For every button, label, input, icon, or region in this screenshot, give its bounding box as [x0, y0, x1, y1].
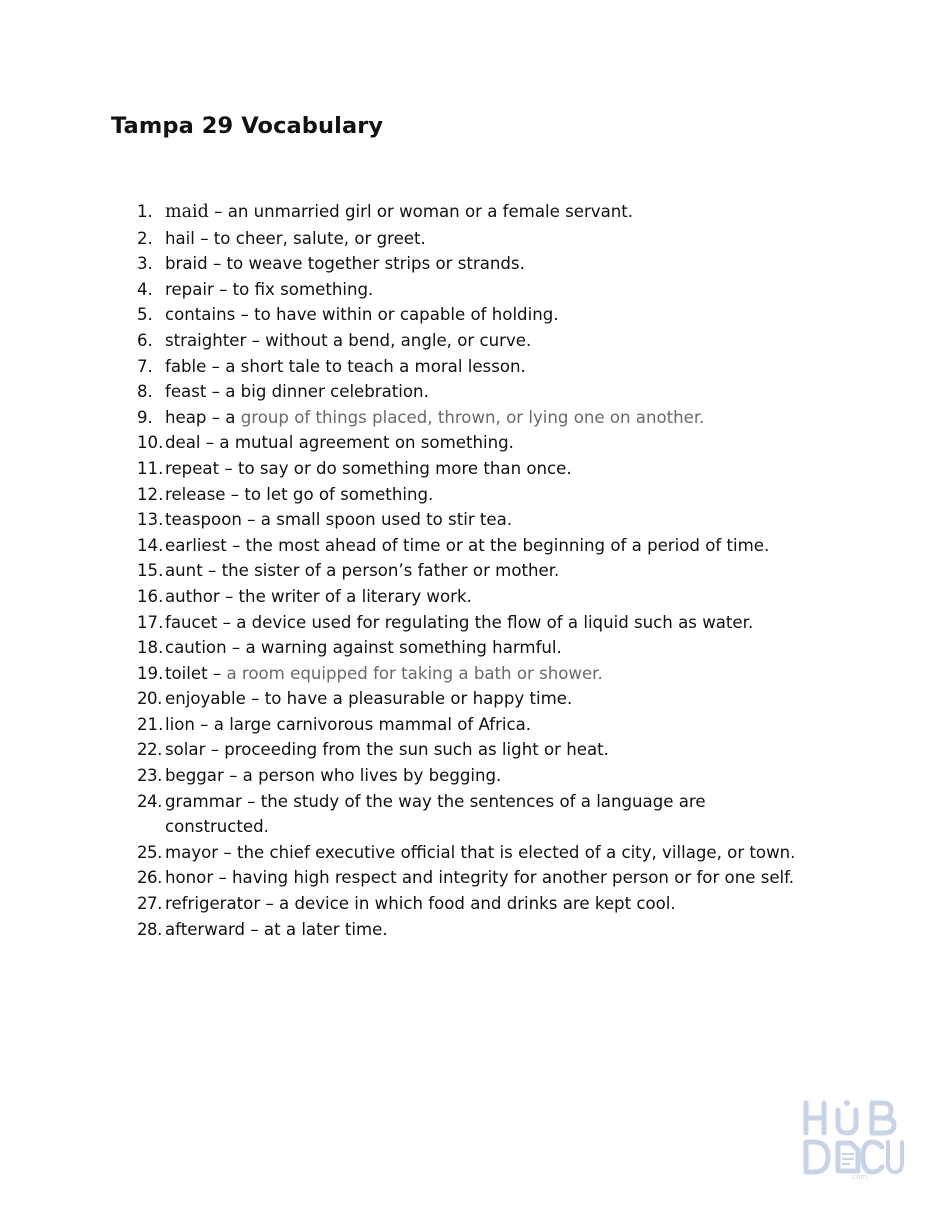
vocab-definition: a short tale to teach a moral lesson. [225, 356, 526, 376]
vocab-definition: to cheer, salute, or greet. [213, 228, 426, 248]
vocab-word: maid [165, 202, 209, 222]
vocab-definition: to fix something. [232, 279, 374, 299]
vocab-definition: the writer of a literary work. [238, 586, 472, 606]
vocab-item [137, 430, 837, 456]
logo-dot [844, 1100, 850, 1106]
dash: – [251, 689, 260, 709]
vocab-word: author [165, 586, 220, 606]
item-number: 23. [137, 766, 162, 786]
vocab-definition: a room equipped for taking a bath or shower. [226, 663, 603, 683]
vocab-definition: to let go of something. [244, 484, 434, 504]
dash: – [231, 638, 241, 658]
vocab-word: enjoyable [165, 689, 246, 709]
item-number: 9. [137, 407, 153, 427]
vocab-word: caution [165, 638, 227, 658]
vocab-definition: the study of the way the sentences of a language are constructed. [165, 791, 706, 837]
item-number: 26. [137, 868, 162, 888]
item-number: 11. [137, 458, 164, 478]
dash: – [205, 433, 215, 453]
vocab-word: grammar [165, 791, 242, 811]
vocab-item [137, 635, 837, 661]
vocab-definition: a large carnivorous mammal of Africa. [213, 714, 532, 734]
dash: – [250, 919, 259, 939]
vocab-definition: a device in which food and drinks are kept cool. [279, 894, 676, 914]
vocab-item [137, 891, 837, 917]
vocab-word: aunt [165, 561, 203, 581]
vocab-word: repeat [165, 458, 220, 478]
vocab-definition: an unmarried girl or woman or a female servant. [227, 202, 634, 221]
vocab-word: beggar [165, 766, 224, 786]
vocab-definition: to have a pleasurable or happy time. [264, 689, 573, 709]
dash: – [229, 766, 238, 786]
dash: – [224, 586, 234, 606]
vocab-item [137, 686, 837, 712]
item-number: 2. [137, 228, 153, 248]
vocab-item [137, 405, 837, 431]
dash: – [247, 791, 256, 811]
dash: – [200, 228, 209, 248]
dash: – [218, 868, 227, 888]
vocab-item [137, 865, 837, 891]
vocab-word: fable [165, 356, 207, 376]
dash: – [214, 202, 223, 221]
vocab-item [137, 533, 837, 559]
dash: – [222, 612, 231, 632]
vocab-word: honor [165, 868, 214, 888]
item-number: 19. [137, 663, 164, 683]
vocab-item [137, 199, 837, 226]
dash: – [247, 510, 256, 530]
vocab-word: straighter [165, 330, 247, 350]
definition-prefix: a [225, 407, 236, 427]
vocab-word: repair [165, 279, 214, 299]
dash: – [232, 535, 241, 555]
item-number: 22. [137, 740, 162, 760]
vocab-definition: to weave together strips or strands. [226, 254, 525, 274]
vocab-definition: the chief executive official that is elected of a city, village, or town. [237, 842, 796, 862]
item-number: 3. [137, 254, 153, 274]
vocab-item [137, 840, 837, 866]
vocab-definition: proceeding from the sun such as light or heat. [224, 740, 609, 760]
dash: – [200, 714, 209, 734]
item-number: 8. [137, 382, 153, 402]
item-number: 10. [137, 433, 164, 453]
vocab-word: teaspoon [165, 510, 242, 530]
watermark-suffix: .com [850, 1173, 868, 1180]
vocab-word: contains [165, 305, 236, 325]
vocab-item [137, 302, 837, 328]
vocab-item [137, 379, 837, 405]
dash: – [211, 382, 220, 402]
dash: – [265, 894, 274, 914]
dash: – [211, 356, 220, 376]
dash: – [224, 458, 233, 478]
vocab-item [137, 482, 837, 508]
item-number: 16. [137, 586, 164, 606]
item-number: 27. [137, 894, 162, 914]
vocab-word: heap [165, 407, 207, 427]
item-number: 12. [137, 484, 164, 504]
vocab-definition: to say or do something more than once. [237, 458, 572, 478]
item-number: 17. [137, 612, 164, 632]
vocab-item [137, 507, 837, 533]
vocab-word: braid [165, 254, 208, 274]
vocab-item [137, 712, 837, 738]
vocab-item [137, 277, 837, 303]
item-number: 28. [137, 919, 162, 939]
item-number: 21. [137, 714, 164, 734]
dash: – [210, 740, 219, 760]
dash: – [240, 305, 249, 325]
vocab-item [137, 789, 725, 840]
item-number: 7. [137, 356, 153, 376]
item-number: 15. [137, 561, 164, 581]
vocab-item [137, 226, 837, 252]
vocab-definition: to have within or capable of holding. [254, 305, 559, 325]
vocab-word: release [165, 484, 226, 504]
dash: – [208, 561, 217, 581]
dash: – [223, 842, 232, 862]
item-number: 4. [137, 279, 153, 299]
item-number: 13. [137, 510, 164, 530]
item-number: 6. [137, 330, 153, 350]
vocab-item [137, 661, 837, 687]
vocab-definition: at a later time. [263, 919, 388, 939]
vocab-item [137, 763, 837, 789]
vocab-word: afterward [165, 919, 246, 939]
vocab-definition: without a bend, angle, or curve. [265, 330, 532, 350]
vocab-word: hail [165, 228, 195, 248]
vocab-item [137, 558, 837, 584]
vocab-definition: the sister of a person’s father or mother. [221, 561, 560, 581]
item-number: 20. [137, 689, 162, 709]
dash: – [211, 407, 221, 427]
vocab-item [137, 456, 837, 482]
vocabulary-list [137, 199, 837, 942]
vocab-definition: a mutual agreement on something. [219, 433, 514, 453]
vocab-definition: a person who lives by begging. [242, 766, 502, 786]
vocab-word: mayor [165, 842, 219, 862]
item-number: 18. [137, 638, 164, 658]
vocab-item [137, 610, 837, 636]
item-number: 5. [137, 305, 153, 325]
vocab-item [137, 328, 837, 354]
vocab-definition: a warning against something harmful. [245, 638, 562, 658]
vocab-item [137, 251, 837, 277]
vocab-word: lion [165, 714, 195, 734]
vocab-definition: the most ahead of time or at the beginning of a period of time. [245, 535, 770, 555]
vocab-definition: having high respect and integrity for another person or for one self. [232, 868, 795, 888]
hubdocu-watermark-logo [800, 1098, 904, 1180]
item-number: 1. [137, 202, 153, 221]
page-title: Tampa 29 Vocabulary [111, 113, 384, 139]
dash: – [219, 279, 228, 299]
dash: – [212, 663, 222, 683]
item-number: 24. [137, 791, 162, 811]
vocab-item [137, 737, 837, 763]
vocab-definition: group of things placed, thrown, or lying one on another. [240, 407, 705, 427]
vocab-word: feast [165, 382, 207, 402]
vocab-item [137, 584, 837, 610]
dash: – [251, 330, 260, 350]
vocab-definition: a big dinner celebration. [225, 382, 429, 402]
vocab-item [137, 354, 837, 380]
vocab-word: refrigerator [165, 894, 261, 914]
vocab-item [137, 917, 837, 943]
vocab-word: deal [165, 433, 201, 453]
item-number: 25. [137, 842, 162, 862]
dash: – [230, 484, 240, 504]
vocab-word: faucet [165, 612, 218, 632]
item-number: 14. [137, 535, 164, 555]
dash: – [212, 254, 222, 274]
vocab-definition: a device used for regulating the flow of a liquid such as water. [236, 612, 754, 632]
vocab-word: earliest [165, 535, 227, 555]
vocab-word: solar [165, 740, 206, 760]
vocab-definition: a small spoon used to stir tea. [260, 510, 513, 530]
vocab-word: toilet [165, 663, 208, 683]
